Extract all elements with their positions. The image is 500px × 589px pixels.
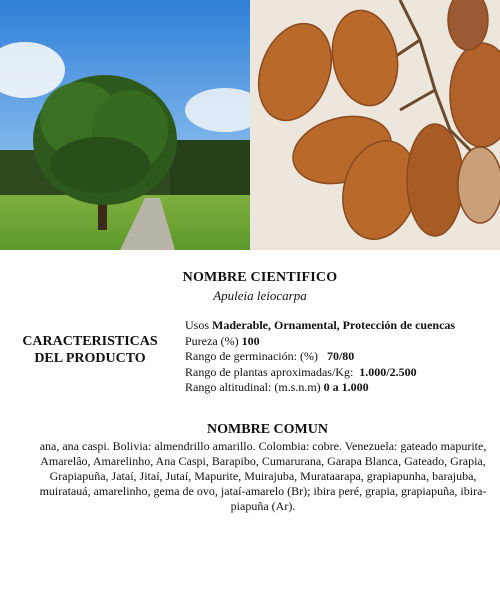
purity-value: 100 [241,333,260,348]
uses-value: Maderable, Ornamental, Protección de cuencas [212,318,456,332]
purity-line [185,334,475,349]
uses-line [185,318,475,333]
scientific-name: Apuleia leiocarpa [213,288,307,303]
germination-line [185,349,475,364]
characteristics-list [185,318,475,396]
altitude-label: Rango altitudinal: (m.s.n.m) [185,380,321,394]
germination-label: Rango de germinación: (%) [185,349,318,363]
altitude-value: 0 a 1.000 [323,380,369,394]
scientific-name-heading: NOMBRE CIENTIFICO [182,270,338,285]
germination-value: 70/80 [326,349,355,363]
plants-value: 1.000/2.500 [359,364,417,379]
tree-photo [0,0,250,250]
uses-label: Usos [185,318,210,332]
plants-label: Rango de plantas aproximadas/Kg: [185,364,354,379]
characteristics-heading: CARACTERISTICAS DEL PRODUCTO [22,334,158,366]
plants-line [185,365,475,380]
altitude-line [185,380,475,395]
common-names-text: ana, ana caspi. Bolivia: almendrillo amarillo. Colombia: cobre. Venezuela: gateado mapurite, Amarelâo, Amarelinho, Ana Caspi, Barapibo, Cumarurana, Garapa Blanca, Gateado, Grapia, Grapiapuña, Jataí, Jitaí, Jutaí, Mapurite, Muirajuba, Murataarapa, grapiapunha, barajuba, muiratauá, amarelinho, gema de ovo, jataí-amarelo (Br); ibira peré, grapia, grapiapuña, ibira-piapuña (Ar). [39,439,487,513]
purity-label: Pureza (%) [185,333,239,348]
common-name-heading: NOMBRE COMUN [207,422,328,437]
seed-pods-photo [250,0,500,250]
